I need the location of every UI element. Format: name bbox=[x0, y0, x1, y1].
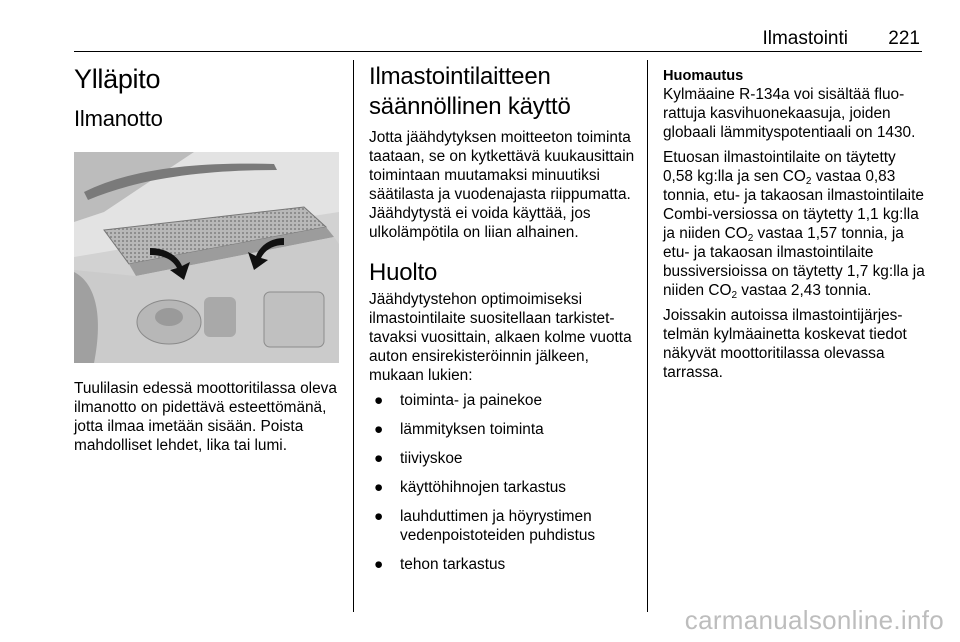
watermark: carmanualsonline.info bbox=[684, 605, 944, 635]
list-item: ● lämmityksen toiminta bbox=[374, 421, 544, 438]
bullet-icon: ● bbox=[374, 392, 384, 409]
list-item: ● lauhduttimen ja höyrystimen vedenpoistoteiden puhdistus bbox=[374, 508, 596, 544]
page-number: 221 bbox=[888, 28, 920, 49]
list-item: ● käyttöhihnojen tarkastus bbox=[374, 479, 566, 496]
note-text: Kylmäaine R-134a voi sisältää fluorattuja kasvihuonekaasuja, joiden globaali lämmityspotentiaali on 1430. bbox=[663, 86, 916, 141]
air-intake-caption: Tuulilasin edessä moottoritilassa oleva ilmanotto on pidettävä esteettömänä, jotta ilmaa imetään sisään. Poista mahdolliset lehdet, lika tai lumi. bbox=[74, 380, 337, 454]
service-checklist bbox=[369, 391, 635, 574]
bullet-icon: ● bbox=[374, 450, 384, 467]
header-rule bbox=[74, 51, 922, 52]
column-divider-2 bbox=[647, 60, 648, 612]
column-divider-1 bbox=[353, 60, 354, 612]
column-1 bbox=[74, 60, 346, 455]
bullet-icon: ● bbox=[374, 421, 384, 438]
column-2 bbox=[369, 60, 635, 584]
service-paragraph: Jäähdytystehon optimoimiseksi ilmastointilaite suositellaan tarkistettavaksi vuosittain, alkaen kolme vuotta auton ensirekisteröinnin jälkeen, mukaan lukien: bbox=[369, 291, 632, 384]
refrigerant-amounts-paragraph: Etuosan ilmastointilaite on täytetty 0,58 kg:lla ja sen $CO_2$ vastaa 0,83 tonnia, etu- ja takaosan ilmastointilaite Combi-versiossa on täytetty 1,1 kg:lla ja niiden $CO_2$ vastaa 1,57 tonnia, ja etu- ja takaosan ilmastointilaite bussiversioissa on täytetty 1,7 kg:lla ja niiden $CO_2$ vastaa 2,43 tonnia. bbox=[663, 149, 925, 301]
bullet-icon: ● bbox=[374, 479, 384, 496]
note-box bbox=[663, 68, 925, 300]
list-item: ● toiminta- ja painekoe bbox=[374, 392, 543, 409]
engine-bay-air-intake-photo bbox=[74, 152, 339, 363]
bullet-icon: ● bbox=[374, 508, 384, 525]
regular-use-heading: Ilmastointilaitteen säännöllinen käyttö bbox=[369, 63, 571, 120]
column-3 bbox=[663, 60, 925, 382]
note-title: Huomautus bbox=[663, 68, 744, 84]
regular-use-paragraph: Jotta jäähdytyksen moitteeton toiminta taataan, se on kytkettävä kuukausittain toimintaan muutamaksi minuutiksi säätilasta ja vuodenajasta riippumatta. Jäähdytystä ei voida käyttää, jos ulkolämpötila on liian alhainen. bbox=[369, 129, 635, 241]
subheading-air-intake: Ilmanotto bbox=[74, 106, 163, 131]
refrigerant-label-paragraph: Joissakin autoissa ilmastointijärjestelmän kylmäainetta koskevat tiedot näkyvät moottoritilassa olevassa tarrassa. bbox=[663, 307, 907, 381]
service-heading: Huolto bbox=[369, 259, 438, 286]
section-title: Ilmastointi bbox=[762, 28, 848, 49]
section-heading: Ylläpito bbox=[74, 64, 161, 94]
list-item: ● tiiviyskoe bbox=[374, 450, 463, 467]
bullet-icon: ● bbox=[374, 556, 384, 573]
list-item: ● tehon tarkastus bbox=[374, 556, 506, 573]
